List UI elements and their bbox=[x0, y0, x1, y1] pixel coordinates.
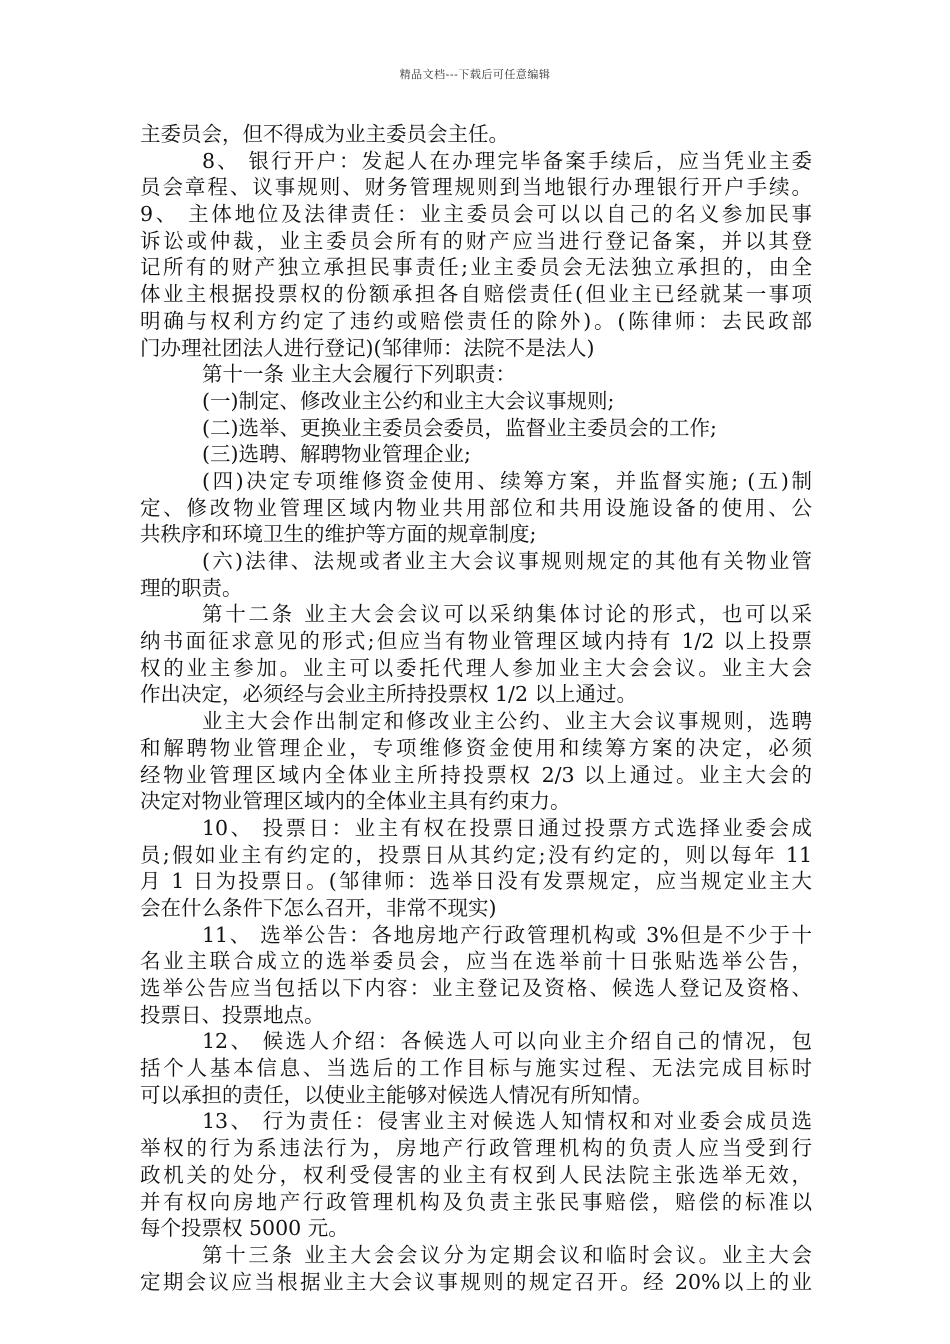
text-line: 投票日、投票地点。 bbox=[140, 1002, 325, 1027]
text-line: 员会章程、议事规则、财务管理规则到当地银行办理银行开户手续。 bbox=[140, 175, 812, 200]
document-body bbox=[140, 121, 812, 1295]
text-line: 记所有的财产独立承担民事责任;业主委员会无法独立承担的，由全 bbox=[140, 255, 812, 280]
text-line: 月 1 日为投票日。(邹律师：选举日没有发票规定，应当规定业主大 bbox=[140, 869, 812, 894]
text-line: 共秩序和环境卫生的维护等方面的规章制度; bbox=[140, 522, 537, 547]
text-line: 定期会议应当根据业主大会议事规则的规定召开。经 20%以上的业 bbox=[140, 1269, 812, 1294]
text-line: (六)法律、法规或者业主大会议事规则规定的其他有关物业管 bbox=[202, 549, 812, 573]
text-line: 纳书面征求意见的形式;但应当有物业管理区域内持有 1/2 以上投票 bbox=[140, 629, 812, 654]
text-line: 9、 主体地位及法律责任：业主委员会可以以自己的名义参加民事 bbox=[140, 202, 812, 227]
text-line: (一)制定、修改业主公约和业主大会议事规则; bbox=[202, 388, 615, 413]
text-line: 业主大会作出制定和修改业主公约、业主大会议事规则，选聘 bbox=[202, 709, 812, 734]
text-line: 明确与权利方约定了违约或赔偿责任的除外)。(陈律师：去民政部 bbox=[140, 308, 812, 333]
text-line: 经物业管理区域内全体业主所持投票权 2/3 以上通过。业主大会的 bbox=[140, 762, 812, 787]
text-line: 和解聘物业管理企业，专项维修资金使用和续筹方案的决定，必须 bbox=[140, 735, 812, 760]
text-line: 11、 选举公告：各地房地产行政管理机构或 3%但是不少于十 bbox=[202, 922, 812, 947]
text-line: 理的职责。 bbox=[140, 575, 243, 600]
text-line: 括个人基本信息、当选后的工作目标与施实过程、无法完成目标时 bbox=[140, 1056, 812, 1081]
text-line: 定、修改物业管理区域内物业共用部位和共用设施设备的使用、公 bbox=[140, 495, 812, 520]
text-line: 10、 投票日：业主有权在投票日通过投票方式选择业委会成 bbox=[202, 815, 812, 840]
text-line: 13、 行为责任：侵害业主对候选人知情权和对业委会成员选 bbox=[202, 1109, 812, 1134]
text-line: 决定对物业管理区域内的全体业主具有约束力。 bbox=[140, 789, 571, 814]
text-line: 第十三条 业主大会会议分为定期会议和临时会议。业主大会 bbox=[202, 1242, 812, 1267]
text-line: 权的业主参加。业主可以委托代理人参加业主大会会议。业主大会 bbox=[140, 655, 812, 680]
text-line: 会在什么条件下怎么召开，非常不现实) bbox=[140, 895, 497, 920]
text-line: 选举公告应当包括以下内容：业主登记及资格、候选人登记及资格、 bbox=[140, 976, 812, 1000]
text-line: 并有权向房地产行政管理机构及负责主张民事赔偿，赔偿的标准以 bbox=[140, 1189, 812, 1214]
text-line: 主委员会，但不得成为业主委员会主任。 bbox=[140, 122, 509, 146]
text-line: 名业主联合成立的选举委员会，应当在选举前十日张贴选举公告， bbox=[140, 949, 812, 974]
text-line: 每个投票权 5000 元。 bbox=[140, 1216, 349, 1241]
text-line: 体业主根据投票权的份额承担各自赔偿责任(但业主已经就某一事项 bbox=[140, 282, 812, 307]
text-line: 8、 银行开户：发起人在办理完毕备案手续后，应当凭业主委 bbox=[202, 148, 812, 173]
text-line: (三)选聘、解聘物业管理企业; bbox=[202, 442, 471, 467]
page-header: 精品文档---下载后可任意编辑 bbox=[399, 68, 551, 81]
text-line: 12、 候选人介绍：各候选人可以向业主介绍自己的情况，包 bbox=[202, 1029, 812, 1054]
text-line: 员;假如业主有约定的，投票日从其约定;没有约定的，则以每年 11 bbox=[140, 842, 812, 867]
text-line: 门办理社团法人进行登记)(邹律师：法院不是法人) bbox=[140, 335, 595, 360]
text-line: 可以承担的责任，以使业主能够对候选人情况有所知情。 bbox=[140, 1082, 653, 1107]
text-line: 作出决定，必须经与会业主所持投票权 1/2 以上通过。 bbox=[140, 682, 638, 707]
text-line: 第十一条 业主大会履行下列职责： bbox=[202, 362, 517, 387]
text-line: 诉讼或仲裁，业主委员会所有的财产应当进行登记备案，并以其登 bbox=[140, 228, 812, 253]
text-line: 举权的行为系违法行为，房地产行政管理机构的负责人应当受到行 bbox=[140, 1136, 812, 1161]
text-line: (四)决定专项维修资金使用、续筹方案，并监督实施; (五)制 bbox=[202, 468, 812, 493]
text-line: 第十二条 业主大会会议可以采纳集体讨论的形式，也可以采 bbox=[202, 602, 812, 627]
text-line: 政机关的处分，权利受侵害的业主有权到人民法院主张选举无效， bbox=[140, 1162, 812, 1187]
text-line: (二)选举、更换业主委员会委员，监督业主委员会的工作; bbox=[202, 415, 717, 440]
